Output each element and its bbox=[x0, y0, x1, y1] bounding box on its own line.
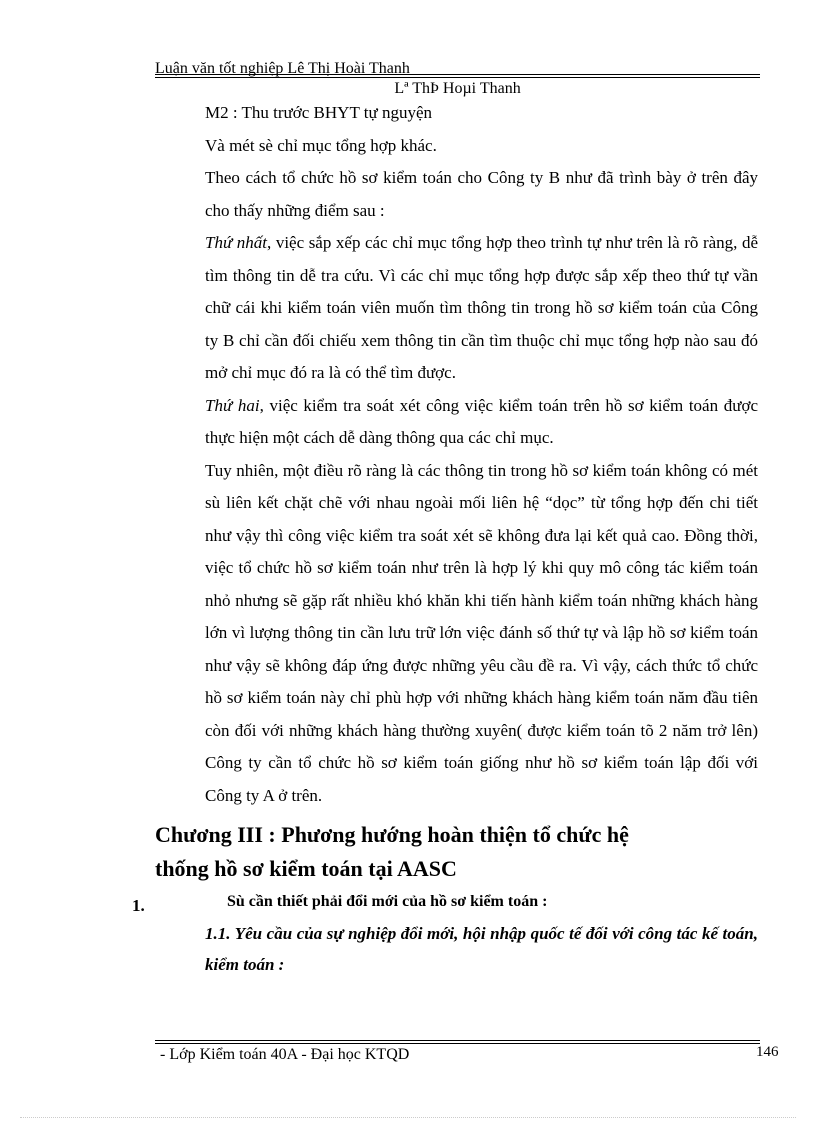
paragraph-however: Tuy nhiên, một điều rõ ràng là các thông tin trong hồ sơ kiểm toán không có mét sù liên kết chặt chẽ với nhau ngoài mối liên hệ “dọc” từ tổng hợp đến chi tiết như vậy thì công việc kiểm tra soát xét sẽ không đưa lại kết quả cao. Đồng thời, việc tổ chức hồ sơ kiểm toán như trên là hợp lý khi quy mô công tác kiểm toán nhỏ nhưng sẽ gặp rất nhiều khó khăn khi tiến hành kiểm toán những khách hàng lớn vì lượng thông tin cần lưu trữ lớn việc đánh số thứ tự và lập hồ sơ kiểm toán như vậy sẽ không đáp ứng được những yêu cầu đề ra. Vì vậy, cách thức tổ chức hồ sơ kiểm toán này chỉ phù hợp với những khách hàng kiểm toán năm đầu tiên còn đối với những khách hàng thường xuyên( được kiểm toán tõ 2 năm trở lên) Công ty cần tổ chức hồ sơ kiểm toán giống như hồ sơ kiểm toán lập đối với Công ty A ở trên. bbox=[205, 460, 758, 805]
section-number: 1. bbox=[132, 896, 145, 915]
first-point-text: , việc sắp xếp các chỉ mục tổng hợp theo trình tự như trên là rõ ràng, dễ tìm thông tin dễ tra cứu. Vì các chỉ mục tổng hợp được sắp xếp theo thứ tự vần chữ cái khi kiểm toán viên muốn tìm thông tin trong hồ sơ kiểm toán của Công ty B chỉ cần đối chiếu xem thông tin cần tìm thuộc chỉ mục tổng hợp nào sau đó mở chỉ mục đó ra là có thể tìm được. bbox=[205, 233, 759, 382]
header-rule-bottom bbox=[155, 77, 760, 78]
subsection-number: 1.1. bbox=[205, 924, 231, 943]
subsection-heading bbox=[155, 918, 758, 980]
paragraph-second-point bbox=[155, 390, 758, 455]
page-bottom-dotted-line bbox=[20, 1117, 796, 1118]
second-point-lead: Thứ hai bbox=[205, 395, 260, 415]
second-point-text: , việc kiểm tra soát xét công việc kiểm toán trên hồ sơ kiểm toán được thực hiện một cách dễ dàng thông qua các chỉ mục. bbox=[205, 395, 758, 447]
subsection-title: Yêu cầu của sự nghiệp đổi mới, hội nhập quốc tế đối với công tác kế toán, kiểm toán : bbox=[205, 924, 758, 974]
running-header-title: Luận văn tốt nghiệp Lê Thị Hoài Thanh bbox=[155, 60, 410, 77]
section-title: Sù cần thiết phải đổi mới của hồ sơ kiểm toán : bbox=[227, 893, 548, 910]
footer-text: - Lớp Kiểm toán 40A - Đại học KTQD bbox=[160, 1046, 410, 1063]
garbled-author-name: Lª ThÞ Hoµi Thanh bbox=[394, 80, 521, 97]
footer-rule-top bbox=[155, 1040, 760, 1041]
document-body bbox=[132, 97, 759, 980]
paragraph-other-indexes: Và mét sè chỉ mục tổng hợp khác. bbox=[205, 135, 437, 155]
header-rule-top bbox=[155, 74, 760, 75]
footer-rule-bottom bbox=[155, 1043, 760, 1044]
chapter-heading-line2: thống hồ sơ kiểm toán tại AASC bbox=[155, 856, 457, 881]
paragraph-first-point bbox=[155, 227, 758, 390]
page-number: 146 bbox=[756, 1044, 779, 1060]
chapter-heading-line1: Chương III : Phương hướng hoàn thiện tổ chức hệ bbox=[155, 822, 629, 847]
chapter-heading bbox=[155, 818, 758, 886]
first-point-lead: Thứ nhất bbox=[205, 233, 268, 252]
paragraph-m2: M2 : Thu trước BHYT tự nguyện bbox=[205, 103, 433, 122]
paragraph-company-b: Theo cách tổ chức hồ sơ kiểm toán cho Công ty B như đã trình bày ở trên đây cho thấy những điểm sau : bbox=[205, 168, 758, 220]
section-heading bbox=[132, 886, 758, 918]
